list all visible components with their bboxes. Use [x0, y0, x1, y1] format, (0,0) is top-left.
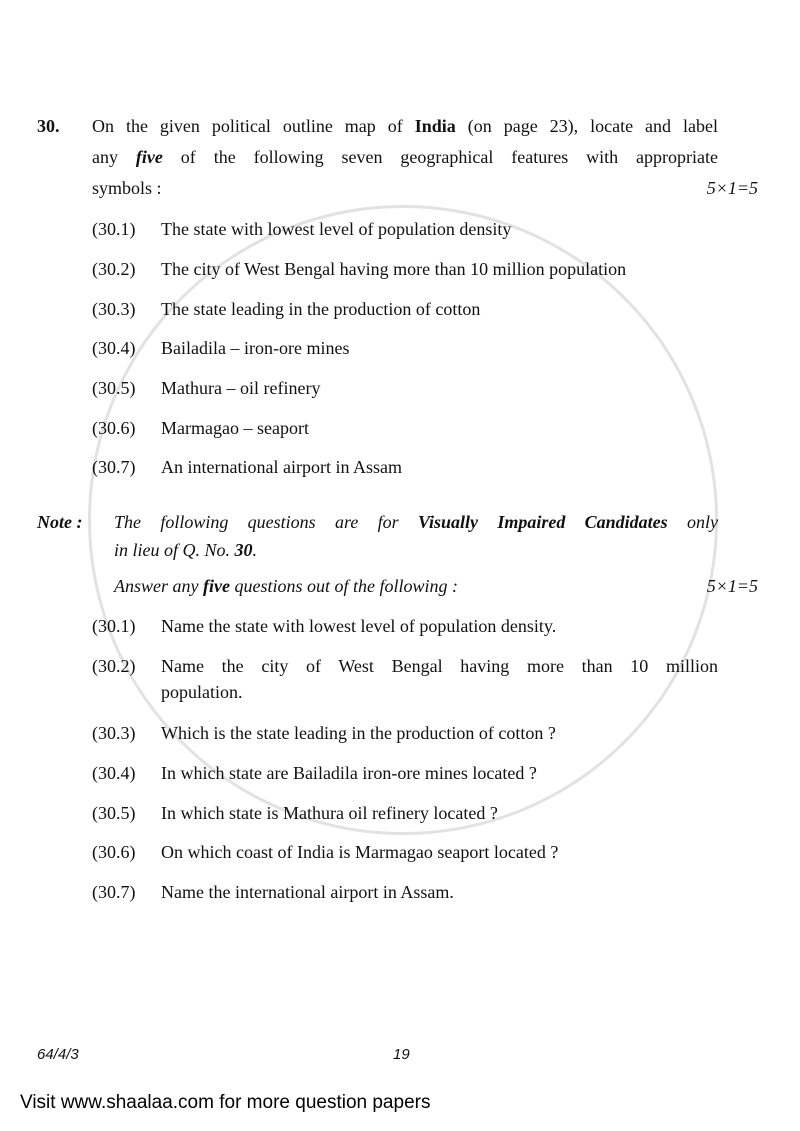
question-line-2 [92, 146, 718, 168]
bold-text: India [414, 116, 456, 136]
bold-text: Visually Impaired Candidates [417, 512, 668, 532]
item-number: (30.5) [92, 378, 136, 398]
item-text: The state leading in the production of cotton [161, 299, 481, 319]
item-text: Name the city of West Bengal having more than 10 million [161, 656, 718, 676]
question-line-3: symbols : [92, 178, 162, 198]
text: The following questions are for [114, 512, 418, 532]
note-line-1 [114, 511, 718, 533]
question-number: 30. [37, 116, 60, 136]
item-text: The state with lowest level of population density [161, 219, 512, 239]
item-text: In which state are Bailadila iron-ore mines located ? [161, 763, 537, 783]
note-line-3 [114, 575, 458, 597]
item-number: (30.6) [92, 842, 136, 862]
item-number: (30.7) [92, 882, 136, 902]
item-number: (30.3) [92, 299, 136, 319]
text: only [667, 512, 718, 532]
text: any [92, 147, 136, 167]
item-number: (30.7) [92, 457, 136, 477]
item-text: population. [161, 682, 243, 702]
note-line-2 [114, 539, 257, 561]
item-text: Name the state with lowest level of population density. [161, 616, 557, 636]
item-number: (30.3) [92, 723, 136, 743]
item-number: (30.4) [92, 763, 136, 783]
paper-code: 64/4/3 [37, 1046, 79, 1063]
item-number: (30.5) [92, 803, 136, 823]
note-label: Note : [37, 512, 83, 532]
text: . [252, 540, 257, 560]
item-text: An international airport in Assam [161, 457, 402, 477]
text: On the given political outline map of [92, 116, 415, 136]
item-number: (30.2) [92, 259, 136, 279]
bold-text: 30 [234, 540, 253, 560]
item-text: Bailadila – iron-ore mines [161, 338, 350, 358]
bold-italic-text: five [135, 147, 163, 167]
item-number: (30.1) [92, 219, 136, 239]
question-line-1 [92, 115, 718, 137]
marks: 5×1=5 [706, 576, 758, 596]
item-number: (30.6) [92, 418, 136, 438]
item-text: Which is the state leading in the production of cotton ? [161, 723, 556, 743]
item-number: (30.1) [92, 616, 136, 636]
page-number: 19 [393, 1046, 410, 1063]
item-text: On which coast of India is Marmagao seaport located ? [161, 842, 559, 862]
item-number: (30.2) [92, 656, 136, 676]
text: Answer any [114, 576, 203, 596]
item-number: (30.4) [92, 338, 136, 358]
visit-link-text[interactable]: Visit www.shaalaa.com for more question papers [20, 1092, 431, 1113]
item-text: Mathura – oil refinery [161, 378, 321, 398]
item-text: The city of West Bengal having more than 10 million population [161, 259, 627, 279]
text: in lieu of Q. No. [114, 540, 235, 560]
bold-text: five [203, 576, 230, 596]
text: (on page 23), locate and label [455, 116, 718, 136]
item-text: Marmagao – seaport [161, 418, 309, 438]
marks: 5×1=5 [706, 178, 758, 198]
text: of the following seven geographical features with appropriate [162, 147, 718, 167]
item-text: Name the international airport in Assam. [161, 882, 454, 902]
item-text: In which state is Mathura oil refinery located ? [161, 803, 498, 823]
text: questions out of the following : [229, 576, 458, 596]
